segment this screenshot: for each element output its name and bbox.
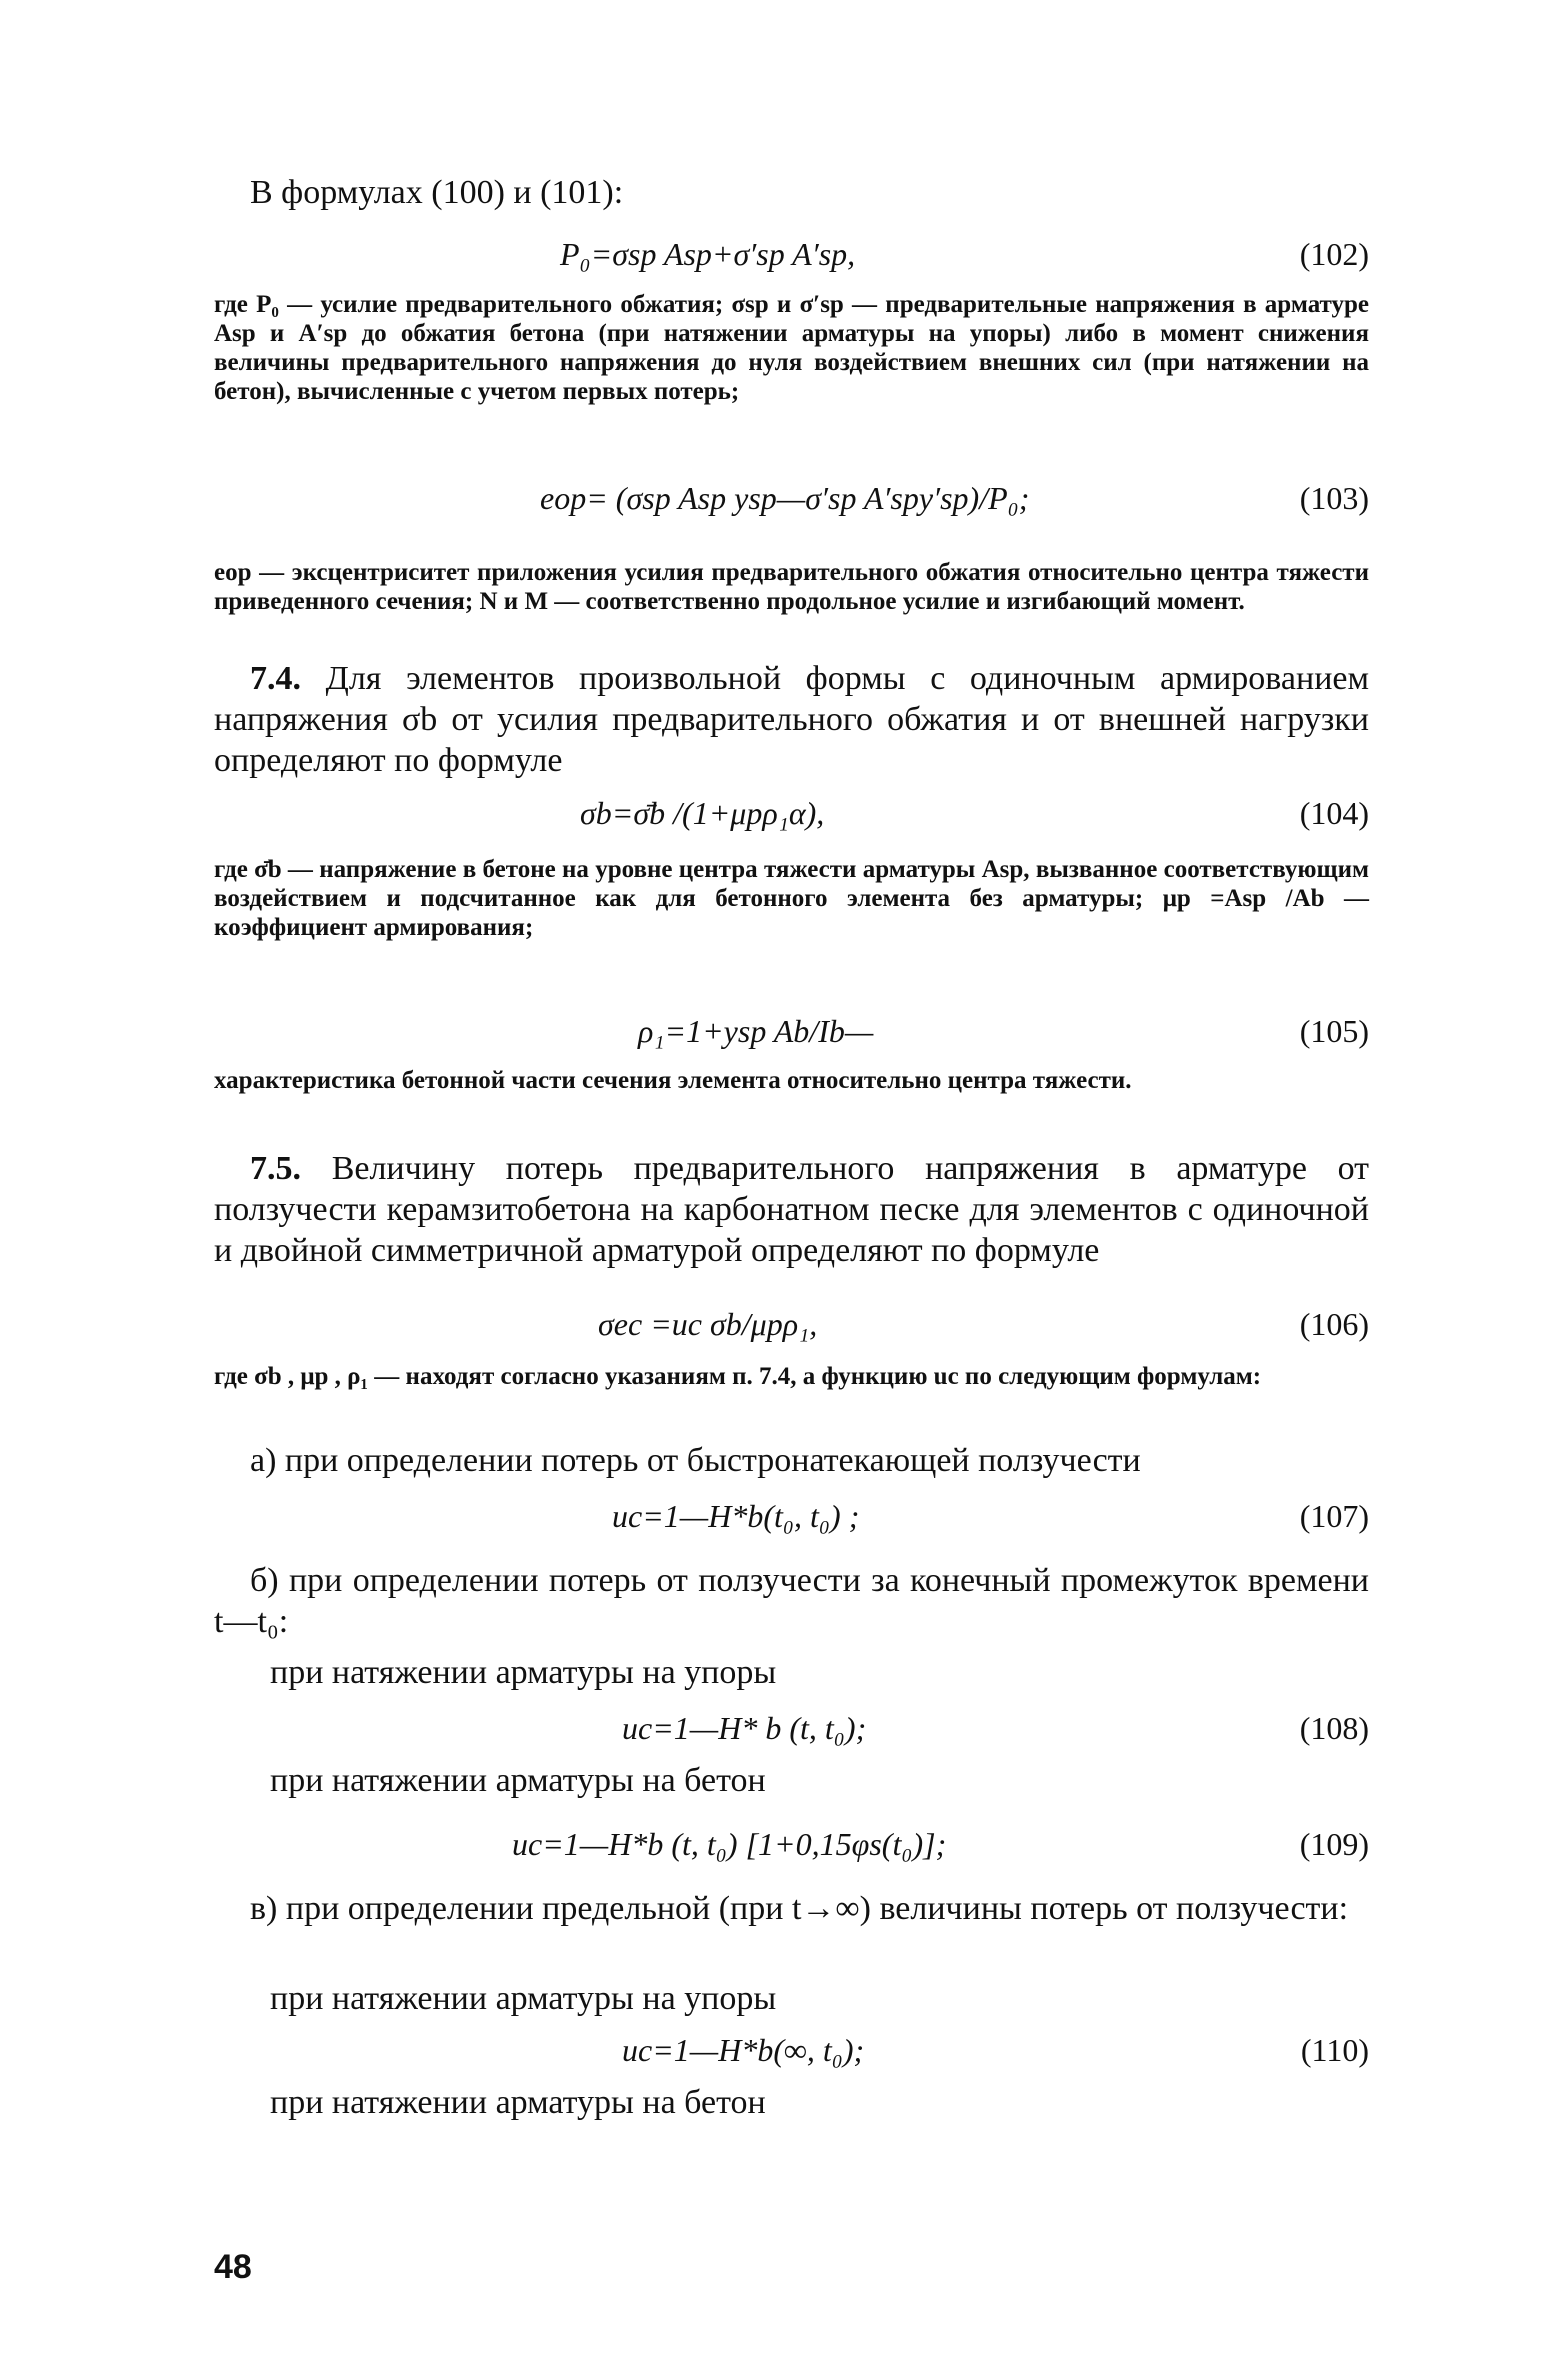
note-105: характеристика бетонной части сечения элемента относительно центра тяжести. [214,1067,1132,1094]
item-c-beton: при натяжении арматуры на бетон [270,2084,766,2121]
section-7-5-text: Величину потерь предварительного напряжения в арматуре от ползучести керамзитобетона на карбонатном песке для элементов с одиночной и двойной симметричной арматурой определяют по формуле [214,1150,1369,1269]
item-a: а) при определении потерь от быстронатекающей ползучести [250,1442,1141,1479]
equation-number-102: (102) [1299,236,1369,272]
note-104: где σ̄b — напряжение в бетоне на уровне центра тяжести арматуры Asp, вызванное соответствующим воздействием и подсчитанное как для бетонного элемента без арматуры; μp =Asp /Ab — коэффициент армирования; [214,856,1369,941]
formula-108: uc=1—H* b (t, t₀); [622,1710,867,1746]
note-106: где σb , μp , ρ₁ — находят согласно указаниям п. 7.4, а функцию uc по следующим формулам: [214,1363,1262,1390]
equation-number-106: (106) [1299,1306,1369,1342]
section-7-5-number: 7.5. [250,1150,301,1187]
equation-number-108: (108) [1299,1710,1369,1746]
item-b-upory: при натяжении арматуры на упоры [270,1654,777,1691]
section-7-4-text: Для элементов произвольной формы с одиночным армированием напряжения σb от усилия предварительного обжатия и от внешней нагрузки определяют по формуле [214,660,1370,779]
formula-102: P₀=σsp Asp+σ′sp A′sp, [560,236,856,272]
formula-103: eop= (σsp Asp ysp—σ′sp A′spy′sp)/P₀; [540,480,1030,516]
note-102: где P₀ — усилие предварительного обжатия; σsp и σ′sp — предварительные напряжения в арматуре Asp и A′sp до обжатия бетона (при натяжении арматуры на упоры) либо в момент снижения величины предварительного напряжения до нуля воздействием внешних сил (при натяжении на бетон), вычисленные с учетом первых потерь; [214,291,1369,405]
note-103: eop — эксцентриситет приложения усилия предварительного обжатия относительно центра тяжести приведенного сечения; N и M — соответственно продольное усилие и изгибающий момент. [214,559,1369,615]
item-c-upory: при натяжении арматуры на упоры [270,1980,777,2017]
item-b: б) при определении потерь от ползучести за конечный промежуток времени t—t₀: [214,1562,1369,1640]
formula-107: uc=1—H*b(t₀, t₀) ; [612,1498,860,1534]
section-7-4-number: 7.4. [250,660,301,697]
formula-105: ρ₁=1+ysp Ab/Ib— [638,1013,874,1049]
formula-106: σec =uc σb/μpρ₁, [598,1306,818,1342]
formula-104: σb=σ̄b /(1+μpρ₁α), [580,795,825,831]
section-7-4 [214,658,1369,781]
section-7-5 [214,1148,1369,1271]
equation-number-104: (104) [1299,795,1369,831]
item-c: в) при определении предельной (при t→∞) величины потерь от ползучести: [250,1890,1349,1927]
formula-109: uc=1—H*b (t, t₀) [1+0,15φs(t₀)]; [512,1826,947,1862]
item-b-beton: при натяжении арматуры на бетон [270,1762,766,1799]
equation-number-103: (103) [1299,480,1369,516]
formula-110: uc=1—H*b(∞, t₀); [622,2032,865,2068]
intro-text: В формулах (100) и (101): [250,174,624,211]
equation-number-110: (110) [1300,2032,1369,2068]
page-number: 48 [214,2248,252,2286]
equation-number-109: (109) [1299,1826,1369,1862]
equation-number-105: (105) [1299,1013,1369,1049]
equation-number-107: (107) [1299,1498,1369,1534]
